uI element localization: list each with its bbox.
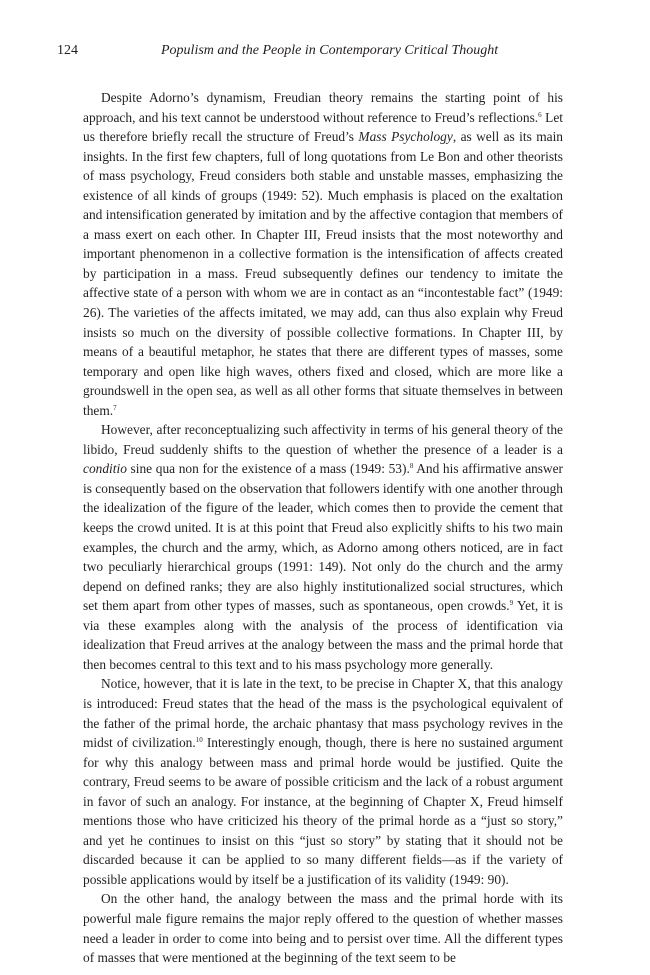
text-run: Yet, it is via these examples along with the analysis of the process of identification via idealization that Freud arrives at the analogy between the mass and the primal horde that then becomes central to this text and to his mass psychology more generally. (83, 598, 563, 672)
text-run: Interestingly enough, though, there is here no sustained argument for why this analogy between mass and primal horde would be justified. Quite the contrary, Freud seems to be aware of possible criticism and the lack of a robust argument in favor of such an analogy. For instance, at the beginning of Chapter X, Freud himself mentions those who have criticized his theory of the primal horde as a “just so story,” and yet he continues to insist on this “just so story” by stating that it should not be discarded because it can be applied to so many different fields—as if the variety of possible applications would by itself be a justification of its validity (1949: 90). (83, 735, 563, 887)
text-run: sine qua non for the existence of a mass (1949: 53). (126, 461, 410, 477)
footnote-marker: 9 (509, 599, 514, 608)
text-run: Notice, however, that it is late in the text, to be precise in Chapter X, that this analogy is introduced: Freud states that the head of the mass is the psychological equivalent of the father of the primal horde, the archaic phantasy that mass psychology revives in the midst of civilization. (83, 676, 563, 751)
footnote-marker: 6 (538, 110, 542, 119)
text-run: , as well as its main insights. In the first few chapters, full of long quotations from Le Bon and other theorists of mass psychology, Freud considers both stable and unstable masses, emphasizing the existence of all kinds of groups (1949: 52). Much emphasis is placed on the exaltation and intensification generated by imitation and by the affective contagion that members of a mass exert on each other. In Chapter III, Freud insists that the most noteworthy and important phenomenon in a collective formation is the intensification of affects created by participation in a mass. Freud subsequently defines our tendency to imitate the affective state of a person with whom we are in contact as an “incontestable fact” (1949: 26). The varieties of the affects imitated, we may add, can thus also explain why Freud insists so much on the diversity of possible collective formations. In Chapter III, by means of a beautiful metaphor, he states that there are different types of masses, some temporary and open like high waves, others fixed and closed, which are more like a groundswell in the open sea, as well as all other forms that situate themselves in between them. (83, 129, 563, 418)
italic-text: Mass Psychology (358, 129, 453, 145)
footnote-marker: 8 (409, 462, 414, 471)
footnote-marker: 10 (195, 736, 203, 745)
paragraph (83, 88, 563, 420)
text-run: Let us therefore briefly recall the structure of Freud’s (83, 109, 563, 145)
text-run: On the other hand, the analogy between the mass and the primal horde with its powerful male figure remains the major reply offered to the question of whether masses need a leader in order to come into being and to persist over time. All the different types of masses that were mentioned at the beginning of the text seem to be (83, 891, 563, 966)
italic-text: conditio (83, 461, 127, 477)
paragraph (83, 674, 563, 889)
running-header (57, 40, 575, 62)
running-title: Populism and the People in Contemporary Critical Thought (161, 43, 499, 58)
text-run: And his affirmative answer is consequently based on the observation that followers identify with one another through the idealization of the figure of the leader, which comes then to provide the cement that keeps the crowd united. It is at this point that Freud also explicitly shifts to his two main examples, the church and the army, which, as Adorno among others noticed, are in fact two peculiarly hierarchical groups (1991: 149). Not only do the church and the army depend on defined ranks; they are also highly institutionalized social structures, which set them apart from other types of masses, such as spontaneous, open crowds. (83, 461, 564, 614)
paragraph (83, 889, 563, 967)
text-run: However, after reconceptualizing such affectivity in terms of his general theory of the libido, Freud suddenly shifts to the question of whether the presence of a leader is a (83, 422, 563, 457)
body-text (83, 88, 563, 968)
text-run: Despite Adorno’s dynamism, Freudian theory remains the starting point of his approach, and his text cannot be understood without reference to Freud’s reflections. (83, 90, 563, 125)
paragraph (83, 420, 563, 674)
footnote-marker: 7 (113, 403, 117, 412)
page-number: 124 (57, 43, 78, 58)
